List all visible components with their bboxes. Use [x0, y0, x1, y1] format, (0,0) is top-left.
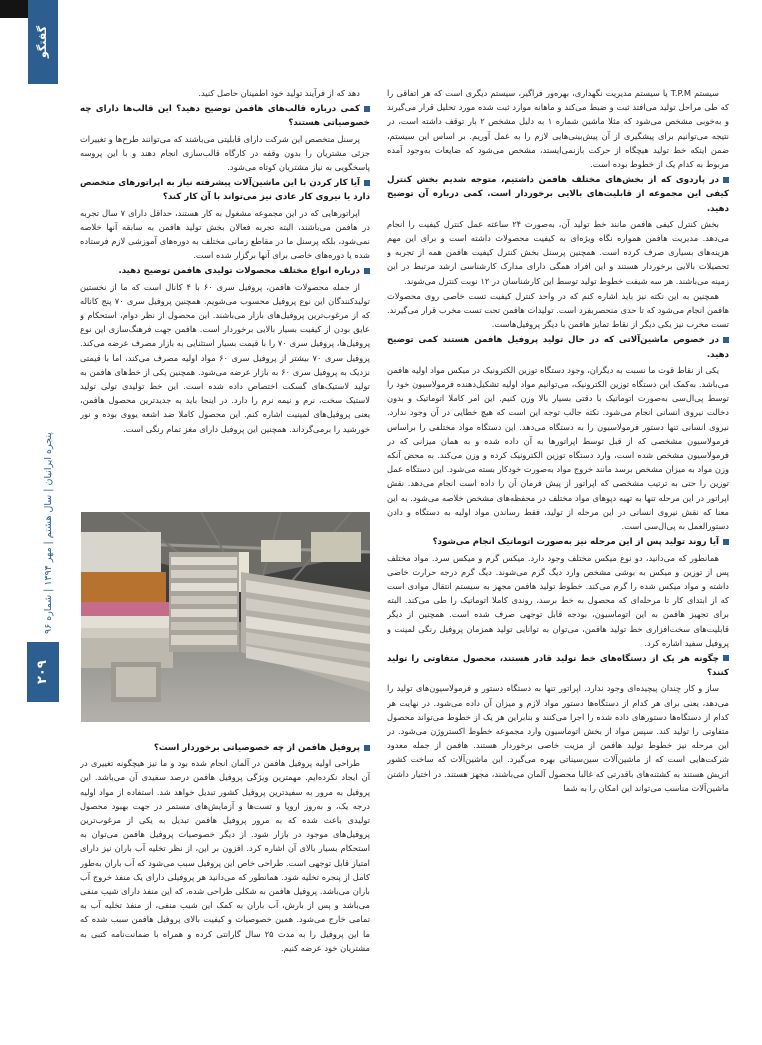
body-paragraph: طراحی اولیه پروفیل هافمن در آلمان انجام شده بود و ما نیز هیچگونه تغییری در آن ایجاد نکرده‌ایم. مهمترین ویژگی پروفیل هافمن درصد سفیدی آن می‌باشد. این پروفیل به مرور به سفیدترین پروفیل کشور تبدیل خواهد شد. استفاده از مواد اولیه درجه یک، و به‌روز اروپا و تست‌ها و آزمایش‌های مستمر در جهت بهبود محصول تولیدی باعث شده که به مرور پروفیل هافمن تبدیل به یکی از مرغوب‌ترین پروفیل‌های موجود در بازار شود. از دیگر خصوصیات پروفیل هافمن می‌توان به استحکام بسیار بالای آن اشاره کرد. افزون بر این، از نظر تخلیه آب باران نیز دارای امتیاز قابل توجهی است. طراحی خاص این پروفیل سبب می‌شود که آب باران به‌طور کامل از پنجره تخلیه شود. همانطور که می‌دانید هر پروفیلی دارای یک منفذ خروج آب باران می‌باشد. پروفیل هافمن به شکلی طراحی شده، که این منفذ دارای شیب منفی می‌باشد و پس از بارش، آب باران به کمک این شیب منفی، از منفذ تخلیه آب به تمامی خارج می‌شود. همین خصوصیات و کیفیت بالای پروفیل هافمن سبب شده که ما این پروفیل را به مدت ۲۵ سال گارانتی کرده و همراه با ضمانت‌نامه کتبی به مشتریان خود عرضه کنیم. — [80, 758, 370, 953]
question-text: آیا روند تولید پس از این مرحله نیز به‌صورت اتوماتیک انجام می‌شود؟ — [432, 537, 719, 548]
question-text: چگونه هر یک از دستگاه‌های خط تولید قادر هستند، محصول متفاوتی را تولید کنند؟ — [387, 653, 729, 679]
body-paragraph: همچنین به این نکته نیز باید اشاره کنم که در واحد کنترل کیفیت تست خاصی روی محصولات هافمن انجام می‌شود که تا حدی منحصربفرد است. تولیدات هافمن تحت تست مخرب قرار می‌گیرند. تست مخرب نیز یکی دیگر از نقاط تمایز هافمن با دیگر پروفیل‌هاست. — [387, 290, 729, 330]
right-column — [387, 86, 729, 1034]
square-bullet-icon — [723, 337, 729, 343]
question-text: در خصوص ماشین‌آلاتی که در حال تولید پروفیل هافمن هستند کمی توضیح دهید. — [387, 335, 729, 360]
warehouse-photo-illustration — [81, 512, 370, 722]
body-paragraph: اپراتورهایی که در این مجموعه مشغول به کار هستند، حداقل دارای ۷ سال تجربه در هافمن می‌باشند، البته تجربه فعالان بخش تولید هافمن به سابقه آنها خلاصه نمی‌شود، بلکه پرسنل ما در مقاطع زمانی مختلف به دوره‌های آموزشی لازم فرستاده شده یا دوره‌های خاصی برای آنها برگزار شده است. — [80, 207, 370, 261]
square-bullet-icon — [364, 106, 370, 112]
question-text: آیا کار کردن با این ماشین‌آلات پیشرفته نیاز به اپراتورهای متخصص دارد یا نیروی کار عادی نیز می‌تواند با آن کار کند؟ — [80, 178, 370, 203]
body-paragraph: ساز و کار چندان پیچیده‌ای وجود ندارد. اپراتور تنها به دستگاه دستور و فرمولاسیون‌های تولید را می‌دهد، یعنی برای هر کدام از دستگاه‌ها دستور مواد لازم و میزان آن داده می‌شود. در نهایت هر کدام از دستگاه‌ها دستورهای داده شده را اجرا می‌کنند و بنابراین هر یک از خطوط می‌تواند محصول متفاوتی را تولید کند. سپس مواد از بخش اتوماسیون وارد مجموعه خطوط اکستروژن می‌شود. در این مرحله نیز خطوط تولید هافمن از مزیت خاصی برخوردار هستند. هافمن از جمله معدود شرکت‌هایی است که از ماشین‌آلات سین‌سیناتی بهره می‌گیرد. این ماشین‌آلات که ساخت کشور اتریش هستند به کشتنه‌های باقدرتی که غالبا محصول آلمان می‌باشند، مجهز هستند. در اختیار داشتن ماشین‌آلات مناسب می‌تواند این امکان را به شما — [387, 683, 729, 793]
square-bullet-icon — [723, 177, 729, 183]
question-heading — [387, 652, 729, 680]
section-tab — [28, 0, 58, 84]
question-heading — [80, 264, 370, 278]
question-heading — [387, 173, 729, 216]
question-heading — [80, 102, 370, 130]
square-bullet-icon — [723, 655, 729, 661]
section-tab-label: گفتگو — [36, 25, 49, 59]
question-heading — [387, 535, 729, 549]
question-text: پروفیل هافمن از چه خصوصیاتی برخوردار است؟ — [153, 743, 360, 753]
question-text: در پاردوی که از بخش‌های مختلف هافمن داشتیم، متوجه شدیم بخش کنترل کیفی این مجموعه از قابلیت‌های بالایی برخوردار است. کمی درباره آن توضیح دهید. — [387, 175, 729, 214]
body-paragraph: سیستم T.P.M یا سیستم مدیریت نگهداری، بهره‌ور فراگیر، سیستم دیگری است که هر اتفاقی را که طی مراحل تولید می‌افتد ثبت و ضبط می‌کند و ماهانه موارد ثبت شده مورد تحلیل قرار می‌گیرند و به‌خوبی مشخص می‌شود که مثلا ماشین شماره ۱ به دلیل مشخص ۲ بار توقف داشته است، در نتیجه می‌توانیم برای پیشگیری از آن پیش‌بینی‌هایی لازم را به عمل آوریم. بر اساس این سیستم، ضمن اینکه خط تولید هیچگاه از حرکت بازنمی‌ایستد، مشخص می‌شود که ضایعات به‌وجود آمده مربوط به کدام یک از خطوط بوده است. — [387, 88, 729, 170]
body-paragraph: دهد که از فرآیند تولید خود اطمینان حاصل کنید. — [198, 88, 360, 98]
top-corner-bar — [0, 0, 28, 18]
question-text: کمی درباره قالب‌های هافمن توضیح دهید؟ این قالب‌ها دارای چه خصوصیاتی هستند؟ — [80, 104, 370, 129]
body-paragraph: از جمله محصولات هافمن، پروفیل سری ۶۰ با ۴ کانال است که ما از نخستین تولیدکنندگان این نوع پروفیل محسوب می‌شویم. همچنین پروفیل سری ۷۰ پنج کاناله که از مرغوب‌ترین پروفیل‌های بازار می‌باشند. این محصول از نظر دوام، استحکام و عایق بودن از کیفیت بسیار بالایی برخوردار است. هافمن جهت فرهنگ‌سازی این نوع پروفیل‌ها، پروفیل سری ۷۰ را با قیمت بسیار استثنایی به بازار مصرف عرضه می‌کند. پروفیل سری ۷۰ بیشتر از پروفیل سری ۶۰ مواد اولیه مصرف می‌کند، اما با قیمتی نزدیک به پروفیل سری ۶۰ به بازار عرضه می‌شود. همچنین یکی از خط‌های هافمن به تولید لاستیک‌های گسکت اختصاص داده شده است. این خط تولیدی تولی تولید لاستیک سخت، نرم و نیمه نرم را دارد. در اینجا باید به جدیدترین محصول هافمن، یعنی پروفیل‌های لمینیت اشاره کنم. این محصول کاملا ضد اشعه یووی بوده و نور خورشید را برمی‌گرداند. همچنین این پروفیل دارای مغز تمام رنگی است. — [80, 281, 370, 434]
body-paragraph: یکی از نقاط قوت ما نسبت به دیگران، وجود دستگاه توزین الکترونیک در میکس مواد اولیه هافمن می‌باشد. به‌کمک این دستگاه توزین الکترونیک، می‌توانیم مواد اولیه تشکیل‌دهنده فرمولاسیون خود را توسط پی‌ال‌سی به‌صورت اتوماتیک با دقتی بسیار بالا وزن کنیم. این امر کاملا اتوماتیک و بدون دخالت نیروی انسانی انجام می‌شود. نکته جالب توجه این است که هیچ خطایی در آن وجود ندارد. نیروی انسانی تنها دستور فرمولاسیون را به دستگاه می‌دهد. این دستگاه مواد مختلفی را براساس فرمولاسیون مشخصی که از قبل توسط اپراتورها به آن داده شده و به همان میزانی که در فرمولاسیون مشخص شده است، وارد دستگاه توزین الکترونیک کرده و وزن می‌کند. به محض آنکه وزن مواد به میزان مشخص برسد مانند خروج مواد به‌صورت خودکار بسته می‌شود. این دستگاه عمل توزین را حتی به ترتیب مشخصی که اپراتور از پیش فرمان آن را داده است انجام می‌دهد. نقش اپراتور در این مرحله تنها به تهیه دپوهای مواد مختلف در محفظه‌های مشخص خلاصه می‌شود. به این معنا که نقش نیروی انسانی در این مرحله از تولید، فقط رساندن مواد اولیه به دستگاه و دادن دستورالعمل به پی‌ال‌سی است. — [387, 364, 729, 532]
question-heading — [80, 741, 370, 755]
question-text: درباره انواع مختلف محصولات تولیدی هافمن توضیح دهید. — [118, 266, 360, 277]
warehouse-photo — [81, 512, 370, 722]
square-bullet-icon — [364, 180, 370, 186]
left-column-top — [80, 86, 370, 512]
body-paragraph: پرسنل متخصص این شرکت دارای قابلیتی می‌باشند که می‌توانند طرح‌ها و تغییرات جزئی مشتریان را بدون وقفه در کارگاه قالب‌سازی انجام دهند و با این پروسه پاسخگویی به نیاز مشتریان کوتاه می‌شود. — [80, 133, 370, 173]
page-number: ۲۰۹ — [35, 660, 50, 684]
square-bullet-icon — [364, 745, 370, 751]
square-bullet-icon — [364, 268, 370, 274]
body-paragraph: همانطور که می‌دانید، دو نوع میکس مختلف وجود دارد. میکس گرم و میکس سرد. مواد مختلف پس از توزین و میکس به بوشی مشخص وارد دیگ گرم می‌شوند. دیگ گرم درجه حرارت خاصی داشته و مواد میکس شده را گرم می‌کند. خطوط تولید هافمن مجهز به سیستم انتقال موادی است که از ابتدای کار تا مرحله‌ای که محصول به خط برسد، روندی کاملا اتوماتیک را طی می‌کند. البته برای تجهیز هافمن به این اتوماسیون، بودجه قابل توجهی صرف شده است. همچنین از دیگر قابلیت‌های سخت‌افزاری خط تولید هافمن، می‌توان به توانایی تولید همزمان پروفیل رنگی لمینت و پروفیل سفید اشاره کرد. — [387, 552, 729, 648]
question-heading — [387, 333, 729, 361]
question-heading — [80, 176, 370, 204]
body-paragraph: بخش کنترل کیفی هافمن مانند خط تولید آن، به‌صورت ۲۴ ساعته عمل کنترل کیفیت را انجام می‌دهد. مدیریت هافمن همواره نگاه ویژه‌ای به کیفیت محصولات داشته است و برای این مهم هزینه‌های بسیاری صرف کرده است. همچنین پرسنل بخش کنترل کیفیت هافمن همه از تجربه و تحصیلات بالایی برخوردار هستند و این افراد همگی دارای مدارک کارشناسی ارشد مرتبط در این زمینه می‌باشند. هر سه شیفت خطوط تولید توسط این کارشناسان در ۱۲ نوبت کنترل می‌شوند. — [387, 218, 729, 286]
page-number-box — [27, 642, 59, 702]
left-column-bottom — [80, 739, 370, 1039]
square-bullet-icon — [723, 539, 729, 545]
issue-info: پنجره ایرانیان | سال هشتم | مهر ۱۳۹۴ | شماره ۹۶ — [43, 432, 54, 634]
